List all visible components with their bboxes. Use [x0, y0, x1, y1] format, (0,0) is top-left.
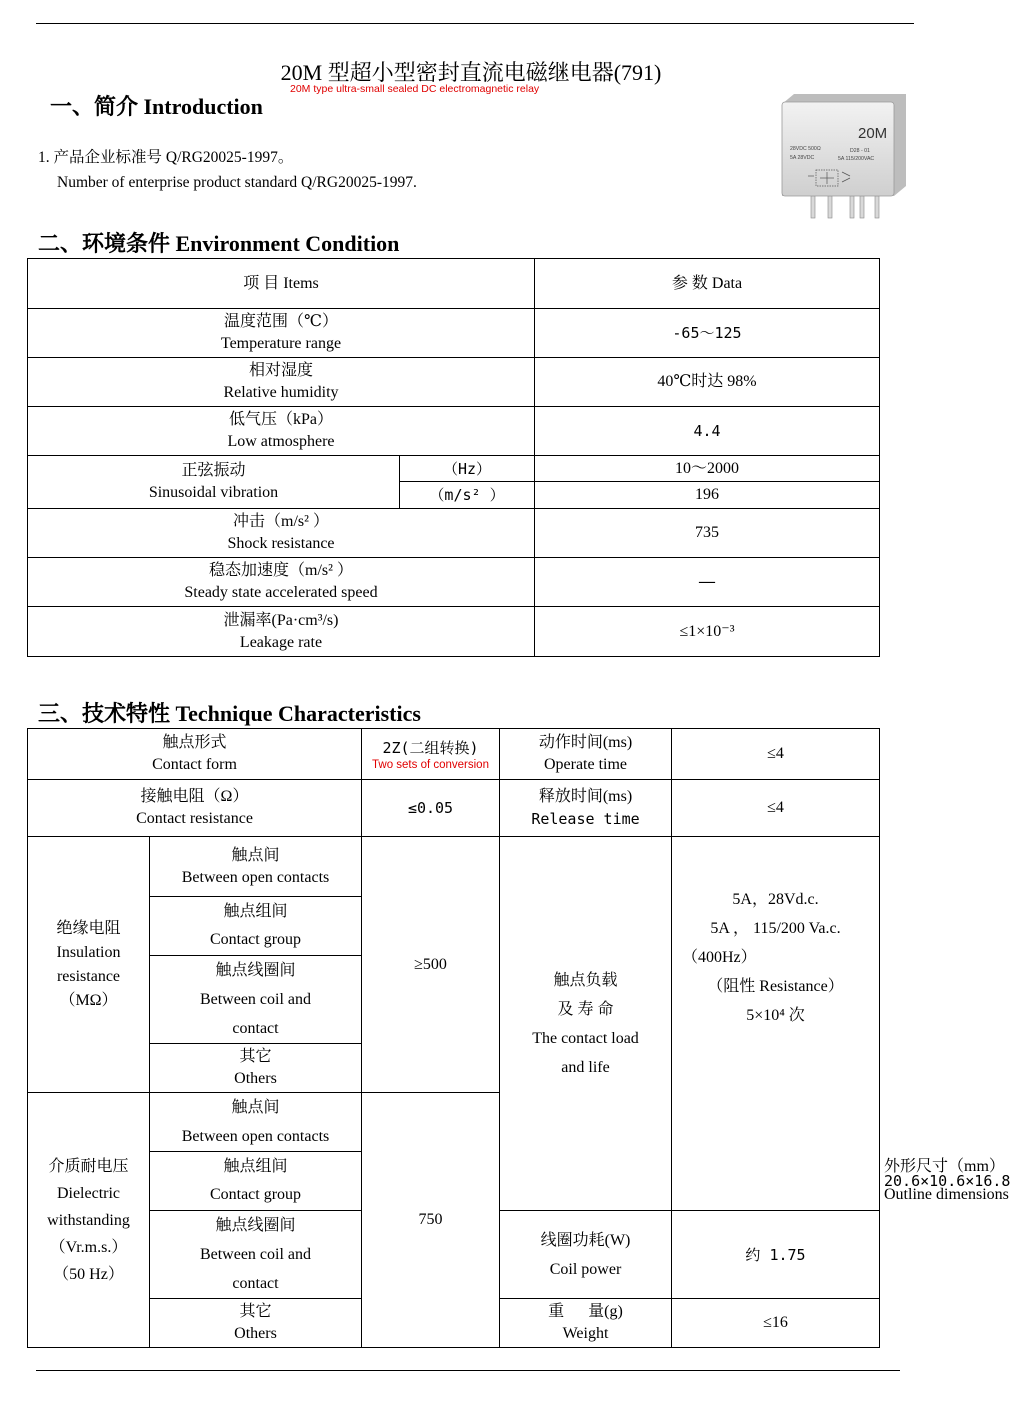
top-rule	[36, 23, 914, 24]
header-items: 项 目 Items	[28, 259, 535, 309]
coil-power-label: 线圈功耗(W) Coil power	[500, 1211, 672, 1299]
vibration-unit-ms2: （m/s² ）	[400, 482, 535, 509]
contact-resistance-value: ≤0.05	[362, 780, 500, 837]
shock-value: 735	[535, 509, 880, 558]
contact-form-value: 2Z(二组转换) Two sets of conversion	[362, 729, 500, 780]
contact-form-label: 触点形式 Contact form	[28, 729, 362, 780]
vibration-value-ms2: 196	[535, 482, 880, 509]
environment-table	[27, 258, 880, 657]
bottom-rule	[36, 1370, 900, 1371]
table-row	[28, 407, 880, 456]
insulation-label: 绝缘电阻 Insulation resistance （MΩ）	[28, 837, 150, 1093]
contact-resistance-label: 接触电阻（Ω） Contact resistance	[28, 780, 362, 837]
svg-text:5A 115/200VAC: 5A 115/200VAC	[838, 156, 875, 162]
relay-product-image	[780, 92, 908, 222]
low-atmosphere-value: 4.4	[535, 407, 880, 456]
vibration-value-hz: 10～2000	[535, 456, 880, 482]
table-row	[28, 729, 880, 780]
svg-text:28VDC 500Ω: 28VDC 500Ω	[790, 146, 821, 152]
table-row	[28, 837, 880, 897]
intro-line-1: 1. 产品企业标准号 Q/RG20025-1997。	[38, 149, 294, 166]
steady-accel-label: 稳态加速度（m/s² ） Steady state accelerated speed	[28, 558, 535, 607]
weight-value: ≤16	[672, 1299, 880, 1348]
insulation-open-contacts: 触点间 Between open contacts	[150, 837, 362, 897]
table-row	[28, 780, 880, 837]
insulation-value: ≥500	[362, 837, 500, 1093]
insulation-coil-contact: 触点线圈间 Between coil and contact	[150, 956, 362, 1044]
vibration-unit-hz: （Hz）	[400, 456, 535, 482]
intro-line-2: Number of enterprise product standard Q/RG20025-1997.	[57, 174, 417, 191]
svg-text:D28 - 01: D28 - 01	[850, 148, 870, 154]
dielectric-others: 其它 Others	[150, 1299, 362, 1348]
leakage-label: 泄漏率(Pa·cm³/s) Leakage rate	[28, 607, 535, 657]
page-title: 20M 型超小型密封直流电磁继电器(791)	[280, 60, 662, 85]
relay-pins	[811, 196, 879, 218]
dielectric-label: 介质耐电压 Dielectric withstanding （Vr.m.s.） （50 Hz）	[28, 1093, 150, 1348]
leakage-value: ≤1×10⁻³	[535, 607, 880, 657]
contact-load-value: 5A，28Vd.c. 5A ， 115/200 Va.c. （400Hz） （阻性 Resistance） 5×10⁴ 次	[672, 837, 880, 1211]
table-row	[28, 509, 880, 558]
dielectric-value: 750	[362, 1093, 500, 1348]
table-row	[28, 558, 880, 607]
technique-table	[27, 728, 1010, 1348]
low-atmosphere-label: 低气压（kPa） Low atmosphere	[28, 407, 535, 456]
insulation-others: 其它 Others	[150, 1044, 362, 1093]
humidity-label: 相对湿度 Relative humidity	[28, 358, 535, 407]
coil-power-value: 约 1.75	[672, 1211, 880, 1299]
svg-text:5A 28VDC: 5A 28VDC	[790, 155, 815, 161]
table-row	[28, 259, 880, 309]
environment-heading: 二、环境条件 Environment Condition	[38, 231, 400, 256]
dielectric-coil-contact: 触点线圈间 Between coil and contact	[150, 1211, 362, 1299]
humidity-value: 40℃时达 98%	[535, 358, 880, 407]
temp-label: 温度范围（℃） Temperature range	[28, 309, 535, 358]
header-data: 参 数 Data	[535, 259, 880, 309]
operate-time-label: 动作时间(ms) Operate time	[500, 729, 672, 780]
release-time-label: 释放时间(ms) Release time	[500, 780, 672, 837]
table-row	[28, 456, 880, 482]
technique-heading: 三、技术特性 Technique Characteristics	[38, 701, 421, 726]
table-row	[28, 607, 880, 657]
operate-time-value: ≤4	[672, 729, 880, 780]
intro-heading: 一、简介 Introduction	[50, 94, 263, 119]
steady-accel-value: —	[535, 558, 880, 607]
table-row: 触点组间 Contact group 外形尺寸（mm） Outline dimensions 20.6×10.6×16.8	[28, 1152, 880, 1211]
table-row	[28, 309, 880, 358]
shock-label: 冲击（m/s² ） Shock resistance	[28, 509, 535, 558]
relay-model-text: 20M	[858, 125, 888, 142]
temp-value: -65～125	[535, 309, 880, 358]
release-time-value: ≤4	[672, 780, 880, 837]
dielectric-open-contacts: 触点间 Between open contacts	[150, 1093, 362, 1152]
weight-label: 重 量(g) Weight	[500, 1299, 672, 1348]
contact-load-label: 触点负载 及 寿 命 The contact load and life	[500, 837, 672, 1211]
page-title-english: 20M type ultra-small sealed DC electromagnetic relay	[290, 83, 540, 95]
insulation-contact-group: 触点组间 Contact group	[150, 897, 362, 956]
dielectric-contact-group: 触点组间 Contact group	[150, 1152, 362, 1211]
vibration-label: 正弦振动 Sinusoidal vibration	[28, 456, 400, 509]
table-row	[28, 358, 880, 407]
